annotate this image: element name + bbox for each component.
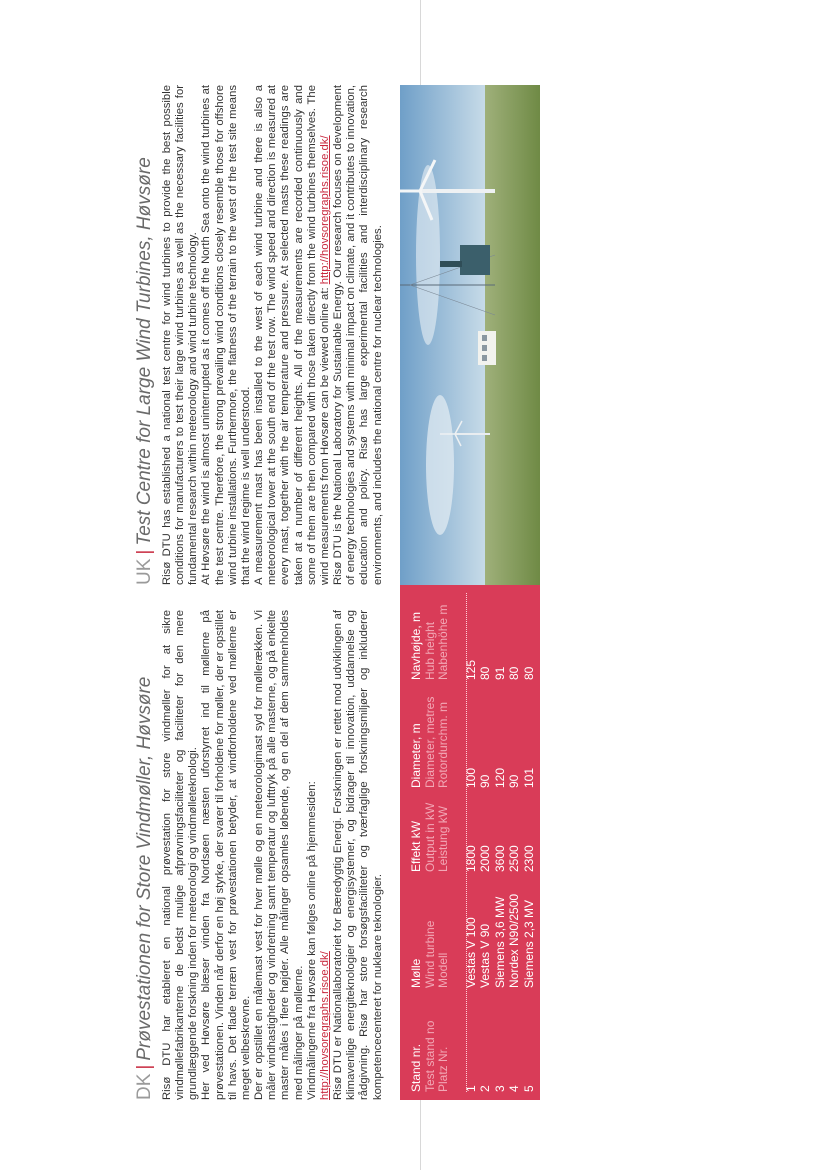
cell-turbine: Siemens 2,3 MV xyxy=(521,899,536,988)
header-hub-height: Navhøjde, m xyxy=(409,611,423,680)
col-hub-height xyxy=(410,605,536,680)
cell-hub-height: 125 xyxy=(463,659,478,680)
cell-stand: 1 xyxy=(463,1085,478,1092)
dk-paragraph: Risø DTU er Nationallaboratoriet for Bæredygtig Energi. Forskningen er rettet mod udviklingen af klimavenlige energiteknologier og energisystemer, og bidrager til innovation, uddannelse og rådgivning. Risø har store forsøgsfaciliteter og tværfaglige forskningsmiljøer og inkluderer kompetencecenteret for nukleare teknologier. xyxy=(332,610,384,1100)
header-output-de: Leistung kW xyxy=(436,805,450,872)
uk-heading: UK|Test Centre for Large Wind Turbines, Høvsøre xyxy=(134,157,155,585)
cell-stand: 5 xyxy=(521,1085,536,1092)
cell-output: 2000 xyxy=(478,845,492,872)
cell-turbine: Siemens 3,6 MW xyxy=(492,896,507,988)
cell-hub-height: 91 xyxy=(492,666,507,680)
header-stand-en: Test stand no xyxy=(422,1020,437,1092)
uk-paragraph: Risø DTU has established a national test centre for wind turbines to provide the best possible conditions for manufacturers to test their large wind turbines as well as the necessary facilities for fundamental research within meteorology and wind turbine technology. xyxy=(161,85,200,585)
header-hub-height-en: Hub height xyxy=(422,621,437,680)
cell-stand: 3 xyxy=(492,1085,507,1092)
header-diameter-en: Diameter, metres xyxy=(422,696,437,788)
turbine-table xyxy=(400,585,540,1100)
col-output xyxy=(410,803,536,872)
cell-output: 1800 xyxy=(463,845,478,872)
header-diameter-de: Rotordurchm. m xyxy=(436,701,450,788)
cell-hub-height: 80 xyxy=(507,666,521,680)
cell-output: 3600 xyxy=(492,845,507,872)
uk-web-link[interactable]: http://hovsoregraphs.risoe.dk/ xyxy=(318,135,331,285)
header-diameter: Diameter, m xyxy=(409,723,423,788)
dk-web-link[interactable]: http://hovsoregraphs.risoe.dk/ xyxy=(318,951,331,1100)
dk-code: DK xyxy=(134,1073,155,1100)
dk-title: Prøvestationen for Store Vindmøller, Høvsøre xyxy=(134,676,155,1061)
uk-code: UK xyxy=(134,558,155,585)
cell-turbine: Vestas V 90 xyxy=(478,923,492,988)
cell-output: 2500 xyxy=(507,845,521,872)
dk-paragraph: Vindmålingerne fra Høvsøre kan følges online på hjemmesiden: xyxy=(305,781,318,1100)
col-stand xyxy=(410,1021,536,1092)
cell-hub-height: 80 xyxy=(521,666,536,680)
cell-hub-height: 80 xyxy=(478,666,492,680)
uk-body xyxy=(161,85,385,585)
col-diameter xyxy=(410,697,536,788)
uk-paragraph: Risø DTU is the National Laboratory for Sustainable Energy. Our research focuses on development of energy technologies and systems with minimal impact on climate, and it contributes to innovation, education and policy. Risø has large experimental facilities and interdisciplinary research environments, and includes the national centre for nuclear technologies. xyxy=(332,85,384,585)
cell-diameter: 100 xyxy=(463,767,478,788)
cell-output: 2300 xyxy=(521,845,536,872)
header-stand-de: Platz Nr. xyxy=(436,1046,450,1092)
cell-diameter: 90 xyxy=(507,774,521,788)
uk-paragraph: A measurement mast has been installed to the west of each wind turbine and there is also a meteorological tower at the south end of the test row. The wind speed and direction is measured at every mast, together with the air temperature and pressure. At selected masts these readings are taken at a number of different heights. All of the measurements are recorded continuously and some of them are then compared with those taken directly from the wind turbines themselves. The wind measurements from Høvsøre can be viewed online at: xyxy=(253,85,331,585)
dk-paragraph: Der er opstillet en målemast vest for hver mølle og en meteorologimast syd for møllerækken. Vi måler vindhastigheder og vindretning samt temperatur og lufttryk på alle masterne, og på enkelte master måles i flere højder. Alle målinger opsamles løbende, og en del af dem sammenholdes med målinger på møllerne. xyxy=(253,610,305,1100)
dk-body xyxy=(161,610,385,1100)
cell-diameter: 101 xyxy=(521,767,536,788)
cell-stand: 4 xyxy=(507,1085,521,1092)
dk-heading: DK|Prøvestationen for Store Vindmøller, Høvsøre xyxy=(134,676,155,1100)
header-stand: Stand nr. xyxy=(409,1043,423,1092)
table-divider xyxy=(466,593,467,1092)
header-turbine-de: Modell xyxy=(436,952,450,988)
header-turbine-en: Wind turbine xyxy=(422,920,437,988)
cell-stand: 2 xyxy=(478,1085,492,1092)
uk-title: Test Centre for Large Wind Turbines, Høvsøre xyxy=(134,157,155,546)
header-output: Effekt kW xyxy=(409,820,423,872)
header-hub-height-de: Nabenhöhe m xyxy=(436,604,450,680)
col-turbine xyxy=(410,894,536,988)
header-output-en: Output in kW xyxy=(422,802,437,872)
uk-paragraph: At Høvsøre the wind is almost uninterrupted as it comes off the North Sea onto the wind turbines at the test centre. Therefore, the strong prevailing wind conditions closely resemble those for offshore wind turbine installations. Furthermore, the flatness of the terrain to the west of the test site means that the wind regime is well understood. xyxy=(200,85,252,585)
dk-paragraph: Risø DTU har etableret en national prøvestation for store vindmøller for at sikre vindmøllefabrikanterne de bedst mulige afprøvningsfaciliteter og faciliteter for den mere grundlæggende forskning inden for meteorologi og vindmølleteknologi. xyxy=(161,610,200,1100)
cell-turbine: Nordex N90/2500 xyxy=(507,893,521,988)
cell-diameter: 120 xyxy=(492,767,507,788)
cell-turbine: Vestas V 100 xyxy=(463,917,478,988)
cell-diameter: 90 xyxy=(478,774,492,788)
header-turbine: Mølle xyxy=(409,958,423,988)
dk-paragraph: Her ved Høvsøre blæser vinden fra Nordsøen næsten uforstyrret ind til møllerne på prøvestationen. Vinden når derfor en høj styrke, der svarer til forholdene for møller, der er opstillet til havs. Det flade terræn vest for prøvestationen betyder, at vindforholdene ved møllerne er meget velbeskrevne. xyxy=(200,610,252,1100)
rotated-spread xyxy=(130,85,536,1100)
wind-turbine-photo xyxy=(400,85,540,585)
